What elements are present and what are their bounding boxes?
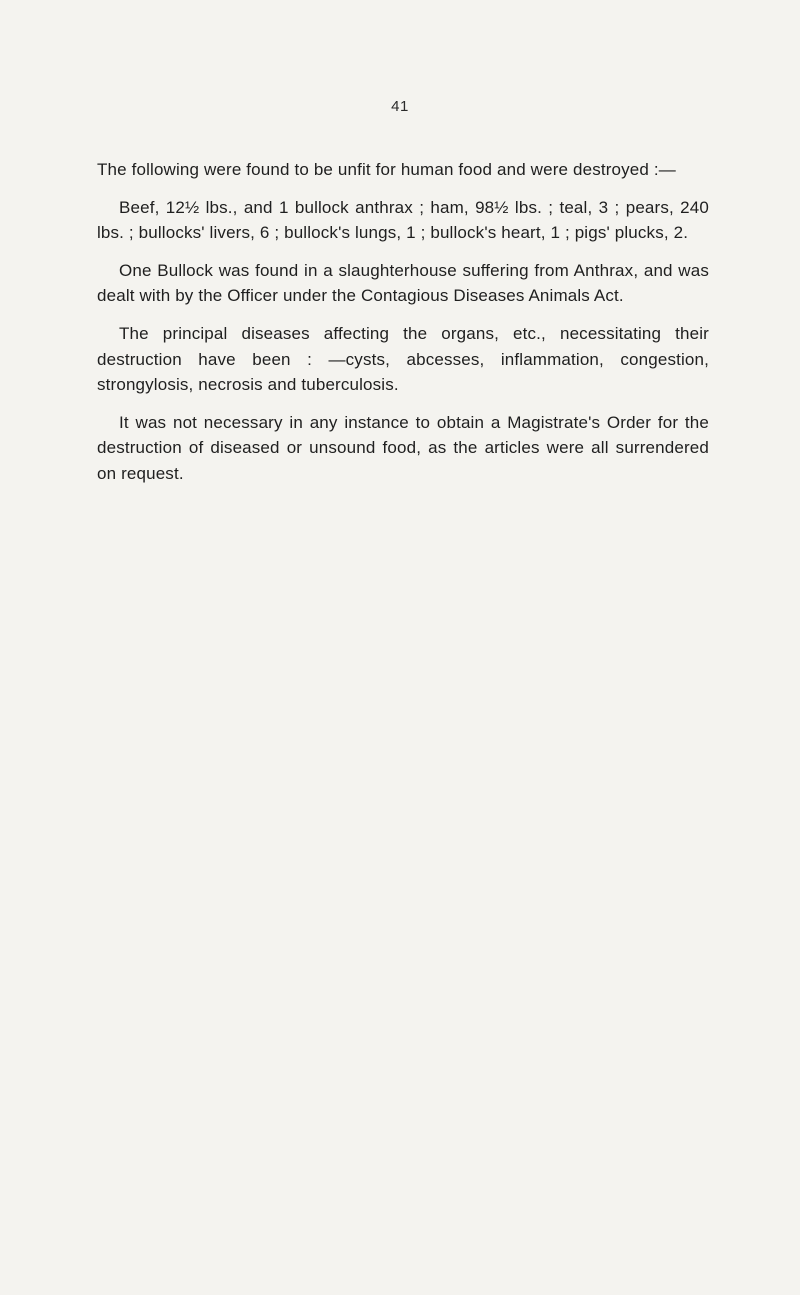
page-number: 41 <box>391 98 409 115</box>
paragraph-items-destroyed: Beef, 12½ lbs., and 1 bullock anthrax ; ham, 98½ lbs. ; teal, 3 ; pears, 240 lbs. ; bullocks' livers, 6 ; bullock's lungs, 1 ; bullock's heart, 1 ; pigs' plucks, 2. <box>97 197 709 243</box>
paragraph-magistrate-order: It was not necessary in any instance to obtain a Magistrate's Order for the destruction of diseased or unsound food, as the articles were all surrendered on request. <box>97 412 709 483</box>
body-text <box>97 157 709 499</box>
paragraph-anthrax-case: One Bullock was found in a slaughterhouse suffering from Anthrax, and was dealt with by the Officer under the Contagious Diseases Animals Act. <box>97 260 709 306</box>
paragraph-intro: The following were found to be unfit for human food and were destroyed :— <box>97 160 676 179</box>
paragraph-principal-diseases: The principal diseases affecting the organs, etc., necessitating their destruction have been : —cysts, abcesses, inflammation, congestion, strongylosis, necrosis and tuberculosis. <box>97 323 709 395</box>
